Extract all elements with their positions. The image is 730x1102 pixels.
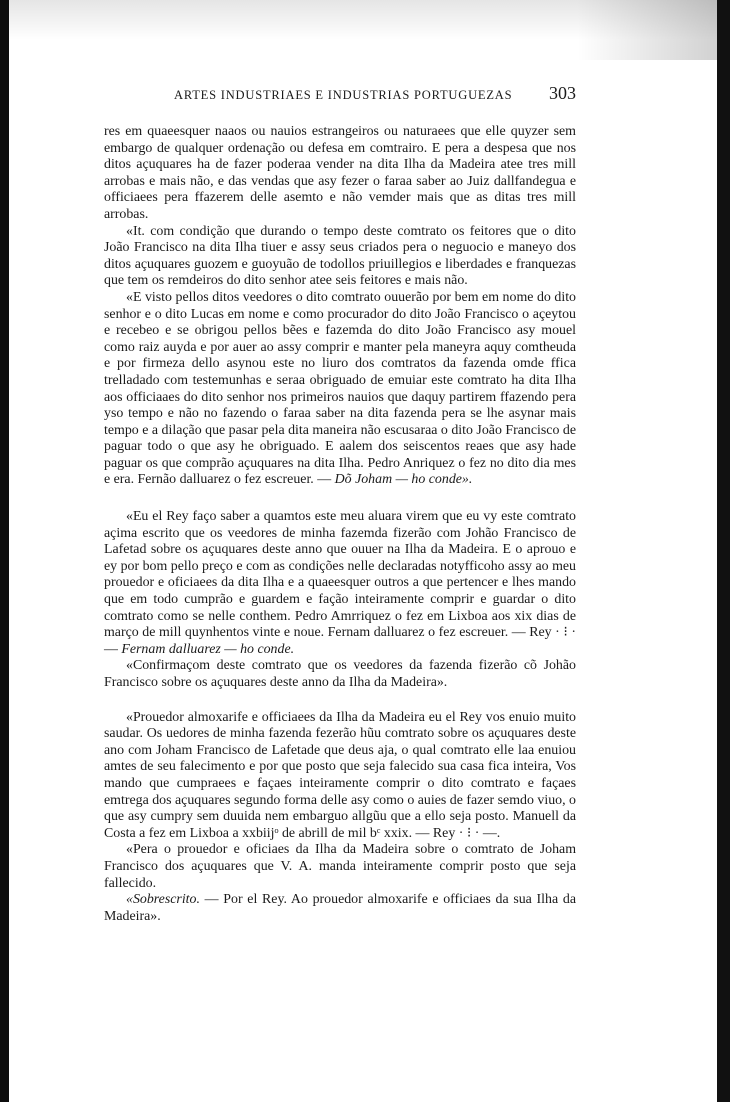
body-text xyxy=(104,124,576,925)
scan-border-left xyxy=(0,0,9,1102)
running-head xyxy=(104,80,576,106)
scan-border-right xyxy=(717,0,730,1102)
alvara-text: «Eu el Rey faço saber a quamtos este meu aluara virem que eu vy este comtrato açima escrito que os veedores de minha fazemda fizerão com Johão Francisco de Lafetad sobre os açuquares deste anno que ouuer na Ilha da Madeira. E o aprouo e ey por bom pello preço e com as condições nelle declaradas notyfficoho assy ao meu prouedor e oficiaees da dita Ilha e a quaeesquer outros a que pertencer e lhes mando que em todo cumprão e guardem e fação inteiramente comprir e guardar o dito comtrato como se nelle conthem. Pedro Amrriquez o fez em Lixboa aos xix dias de março de mill quynhentos vinte e noue. Fernam dalluarez o fez escreuer. — Rey · ⁝ · — xyxy=(104,509,576,657)
section-gap xyxy=(104,692,576,710)
superscription-label: «Sobrescrito. xyxy=(126,892,200,908)
paragraph-letter-summary: «Pera o prouedor e oficiaes da Ilha da Madeira sobre o comtrato de Joham Francisco dos açuquares que V. A. manda inteiramente comprir posto que seja fallecido. xyxy=(104,842,576,891)
paragraph-contract-continuation: res em quaeesquer naaos ou nauios estrangeiros ou naturaees que elle quyzer sem embargo de qualquer ordenação ou defesa em comtrairo. E pera a despesa que nos ditos açuquares ha de fazer poderaa vender na dita Ilha da Madeira atee tres mill arrobas e mais não, e das vendas que asy fezer o faraa saber ao Juiz dallfandegua e officiaees pera ffazerem delle asemto e não vemder mais que as ditas tres mill arrobas. xyxy=(104,124,576,222)
paragraph-factors-clause: «It. com condição que durando o tempo deste comtrato os feitores que o dito João Francisco na dita Ilha tiuer e assy seus criados pera o neguocio e maneyo dos ditos açuquares guozem e guoyuão de todollos priuillegios e liberdades e franquezas que tem os remdeiros do dito senhor atee seis feitores e mais não. xyxy=(104,223,576,289)
superscription-text: — Por el Rey. Ao prouedor almoxarife e officiaes da sua Ilha da Madeira». xyxy=(104,892,576,924)
alvara-signature: Fernam dalluarez — ho conde. xyxy=(121,641,295,657)
book-page xyxy=(104,80,576,925)
paragraph-letter-to-provedor: «Prouedor almoxarife e officiaees da Ilha da Madeira eu el Rey vos enuio muito saudar. Os uedores de minha fazenda fezerão hũu comtrato sobre os açuquares deste ano com Joham Francisco de Lafetade que deus aja, o qual comtrato elle laa enuiou amtes de seu falecimento e por que posto que seja falecido sua casa fica inteira, Vos mando que cumpraees e façaes inteiramente comprir o dito comtrato e façaes emtrega dos açuquares segundo forma delle asy como o auies de fazer semdo viuo, o que asy cumpry sem duuida nem embarguo allgũu que a ello seja posto. Manuell da Costa a fez em Lixboa a xxbiijᵒ de abrill de mil bᶜ xxix. — Rey · ⁝ · —. xyxy=(104,709,576,841)
scan-shadow-corner xyxy=(577,0,717,60)
acceptance-signature: Dõ Joham — ho conde». xyxy=(334,472,473,488)
running-title: ARTES INDUSTRIAES E INDUSTRIAS PORTUGUEZAS xyxy=(174,88,513,102)
paragraph-confirmation-title: «Confirmaçom deste comtrato que os veedores da fazenda fizerão cõ Johão Francisco sobre os açuquares deste anno da Ilha da Madeira». xyxy=(104,658,576,690)
paragraph-contract-acceptance xyxy=(104,290,576,489)
page-number: 303 xyxy=(549,83,576,103)
acceptance-text: «E visto pellos ditos veedores o dito comtrato ouuerão por bem em nome do dito senhor e o dito Lucas em nome e como procurador do dito João Francisco o açeytou e recebeo e se obrigou pellos bẽes e fazemda do dito João Francisco asy mouel como raiz auyda e por auer ao assy comprir e manter pela maneyra aquy comtheuda e por firmeza dello asynou este no liuro dos comtratos da fazenda omde ffica trelladado com testemunhas e seraa obriguado de emuiar este comtrato ha dita Ilha aos officiaaes do dito senhor nos primeiros nauios que daquy partirem ffazendo pera yso tempo e não no fazendo o faraa saber na dita fazenda pera se lhe asynar mais tempo e a dilação que pasar pela dita maneira não escusaraa o dito João Francisco de paguar todo o que asy he obriguado. E aalem dos seiscentos reaes que asy hade paguar os que comprão açuquares na dita Ilha. Pedro Anriquez o fez no dito dia mes e era. Fernão dalluarez o fez escreuer. — xyxy=(104,289,576,488)
paragraph-superscription xyxy=(104,892,576,925)
paragraph-royal-alvara xyxy=(104,509,576,658)
section-gap xyxy=(104,489,576,509)
